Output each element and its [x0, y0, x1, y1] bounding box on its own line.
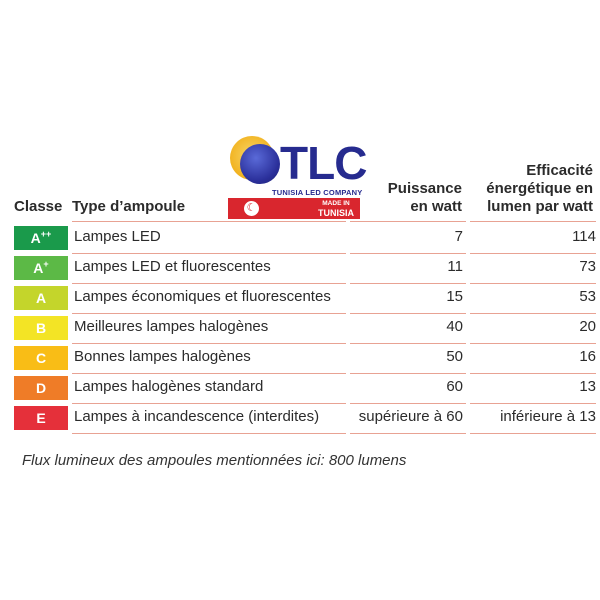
lamp-type: Meilleures lampes halogènes [74, 318, 269, 335]
table-row [12, 254, 596, 280]
header-efficacite-line3: lumen par watt [487, 198, 593, 215]
lamp-type: Lampes à incandescence (interdites) [74, 408, 320, 425]
tlc-logo [228, 136, 367, 220]
class-superscript: ++ [40, 229, 52, 239]
made-in-text: MADE IN [322, 200, 350, 207]
header-efficacite [486, 162, 593, 216]
power-watt: 15 [446, 288, 463, 305]
footnote: Flux lumineux des ampoules mentionnées ici: 800 lumens [22, 452, 407, 469]
power-watt: 40 [446, 318, 463, 335]
header-puissance [388, 180, 462, 216]
class-letter: C [35, 350, 47, 366]
efficiency-lumen-per-watt: 73 [579, 258, 596, 275]
header-divider-efficiency [470, 221, 596, 222]
power-watt: 50 [446, 348, 463, 365]
lamp-type: Lampes LED [74, 228, 161, 245]
header-puissance-line1: Puissance [387, 180, 462, 197]
table-row [12, 224, 596, 250]
class-superscript: + [43, 259, 49, 269]
energy-class-badge [14, 346, 68, 370]
header-efficacite-line1: Efficacité [526, 162, 593, 179]
row-divider [72, 433, 346, 434]
energy-class-badge [14, 406, 68, 430]
energy-class-badge [14, 316, 68, 340]
efficiency-lumen-per-watt: 114 [572, 228, 596, 245]
table-row [12, 374, 596, 400]
table-row [12, 284, 596, 310]
tunisia-flag-icon: ☾ [244, 201, 259, 216]
energy-class-badge [14, 256, 68, 280]
lamp-type: Lampes LED et fluorescentes [74, 258, 271, 275]
class-letter: A [30, 230, 41, 246]
efficiency-lumen-per-watt: 16 [579, 348, 596, 365]
header-puissance-line2: en watt [410, 198, 462, 215]
header-classe: Classe [14, 198, 63, 215]
power-watt: 60 [446, 378, 463, 395]
class-letter: E [36, 410, 46, 426]
table-row [12, 344, 596, 370]
efficiency-lumen-per-watt: 20 [579, 318, 596, 335]
efficiency-lumen-per-watt: 53 [579, 288, 596, 305]
power-watt: 11 [447, 258, 463, 275]
power-watt: supérieure à 60 [358, 408, 463, 425]
header-efficacite-line2: énergétique en [486, 180, 593, 197]
header-divider-power [350, 221, 466, 222]
table-row [12, 404, 596, 430]
header-type: Type d’ampoule [72, 198, 186, 215]
row-divider [470, 433, 596, 434]
energy-class-badge [14, 226, 68, 250]
logo-brand: TLC [280, 137, 367, 189]
made-in-label [318, 200, 354, 218]
row-divider [350, 433, 466, 434]
table-row [12, 314, 596, 340]
lamp-type: Lampes économiques et fluorescentes [74, 288, 331, 305]
class-letter: B [35, 320, 47, 336]
class-letter: A [35, 290, 47, 306]
efficiency-lumen-per-watt: 13 [579, 378, 596, 395]
energy-class-badge [14, 286, 68, 310]
logo-flag-bar [228, 198, 360, 219]
class-letter: D [35, 380, 47, 396]
globe-icon [240, 144, 280, 184]
made-in-country: TUNISIA [318, 208, 354, 218]
efficiency-lumen-per-watt: inférieure à 13 [500, 408, 596, 425]
header-divider-type [72, 221, 346, 222]
lamp-type: Lampes halogènes standard [74, 378, 264, 395]
lamp-type: Bonnes lampes halogènes [74, 348, 251, 365]
power-watt: 7 [454, 228, 463, 245]
class-letter: A [33, 260, 44, 276]
logo-company: TUNISIA LED COMPANY [272, 188, 363, 197]
energy-class-badge [14, 376, 68, 400]
